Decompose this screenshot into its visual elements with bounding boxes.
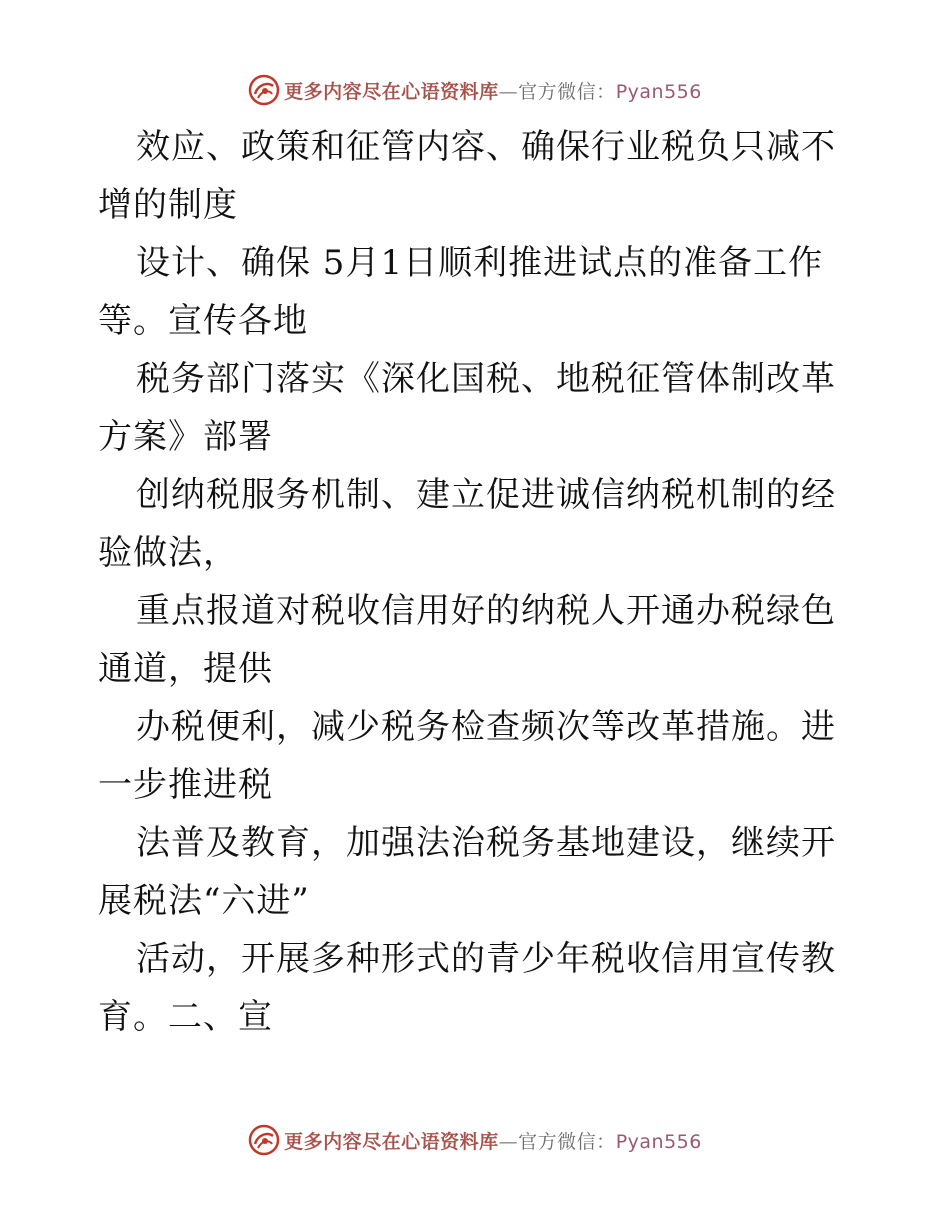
red-swirl-logo-icon [248, 1124, 280, 1156]
banner-site-name: 更多内容尽在心语资料库 [284, 1130, 499, 1153]
paragraph: 法普及教育，加强法治税务基地建设，继续开展税法“六进” [98, 823, 836, 921]
banner-dash: — [498, 80, 519, 103]
paragraph: 办税便利，减少税务检查频次等改革措施。进一步推进税 [98, 707, 836, 805]
paragraph: 创纳税服务机制、建立促进诚信纳税机制的经验做法， [98, 475, 836, 573]
banner-official-label: 官方微信： [518, 1130, 616, 1153]
banner-handle: Pyan556 [615, 80, 702, 103]
banner-site-name: 更多内容尽在心语资料库 [284, 80, 499, 103]
banner-handle: Pyan556 [615, 1130, 702, 1153]
red-swirl-logo-icon [248, 74, 280, 106]
banner-text [284, 77, 702, 104]
banner-dash: — [498, 1130, 519, 1153]
header-banner [0, 70, 950, 110]
paragraph: 设计、确保 5月1日顺利推进试点的准备工作等。宣传各地 [98, 243, 824, 341]
footer-banner [0, 1120, 950, 1160]
document-body [98, 118, 858, 1046]
paragraph: 税务部门落实《深化国税、地税征管体制改革方案》部署 [98, 359, 836, 457]
banner-official-label: 官方微信： [518, 80, 616, 103]
paragraph: 效应、政策和征管内容、确保行业税负只减不增的制度 [98, 127, 836, 225]
banner-text [284, 1127, 702, 1154]
paragraph: 活动，开展多种形式的青少年税收信用宣传教育。二、宣 [98, 939, 836, 1037]
paragraph: 重点报道对税收信用好的纳税人开通办税绿色通道，提供 [98, 591, 836, 689]
